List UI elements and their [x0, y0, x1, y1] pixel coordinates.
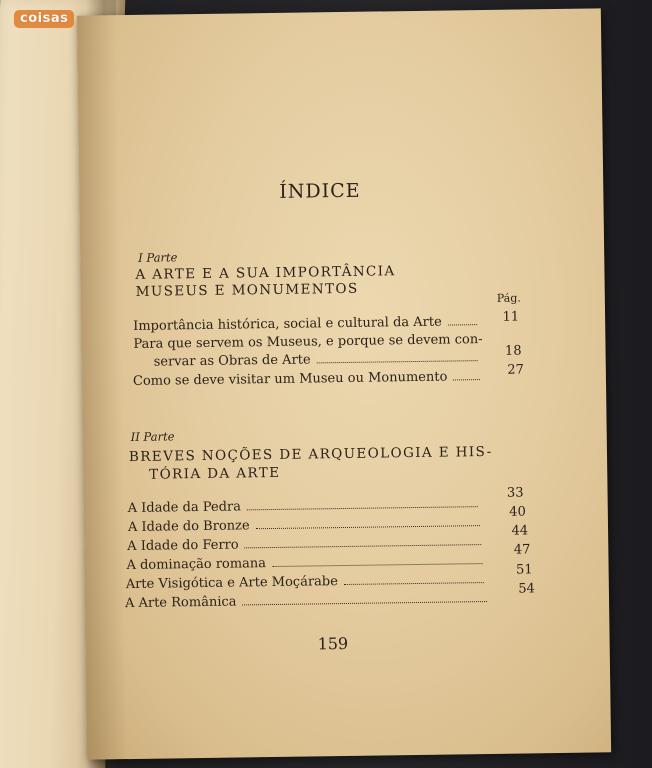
toc-entry-page: 11 — [502, 309, 520, 325]
toc-entry-page: 44 — [511, 523, 529, 539]
toc-entry-page: 27 — [507, 362, 524, 378]
index-title: ÍNDICE — [279, 179, 361, 203]
part1-heading-line2: MUSEUS E MONUMENTOS — [135, 280, 359, 300]
dot-leader — [344, 582, 484, 585]
toc-entry-page: 33 — [506, 485, 524, 501]
toc-entry — [125, 591, 495, 611]
dot-leader — [247, 506, 478, 510]
dot-leader — [245, 544, 482, 548]
toc-entry — [127, 534, 489, 554]
right-page — [77, 8, 611, 759]
toc-entry — [126, 553, 490, 573]
toc-entry-page: 18 — [504, 343, 522, 359]
toc-entry — [154, 350, 486, 370]
part2-heading-line1: BREVES NOÇÕES DE ARQUEOLOGIA E HIS- — [128, 443, 493, 466]
toc-entry-label: Como se deve visitar um Museu ou Monumento — [132, 369, 448, 389]
part1-heading-line1: A ARTE E A SUA IMPORTÂNCIA — [135, 263, 396, 283]
toc-entry — [133, 314, 485, 334]
page-content — [77, 8, 611, 759]
toc-entry-label: A Arte Românica — [124, 594, 237, 612]
toc-entry-page: 54 — [518, 581, 535, 597]
dot-leader — [453, 379, 480, 380]
dot-leader — [243, 601, 488, 605]
toc-entry — [128, 496, 486, 516]
toc-entry-page: 51 — [515, 562, 533, 578]
toc-entry-label: Importância histórica, social e cultural da Arte — [133, 314, 442, 334]
toc-entry-label: A Idade do Ferro — [127, 537, 239, 555]
toc-entry — [128, 515, 488, 535]
part1-label: I Parte — [138, 250, 178, 265]
toc-entry — [126, 572, 492, 592]
toc-entry — [133, 369, 488, 389]
toc-entry-label: servar as Obras de Arte — [153, 352, 311, 370]
dot-leader — [272, 563, 482, 567]
toc-entry-page: 47 — [513, 542, 531, 558]
toc-entry-label: Arte Visigótica e Arte Moçárabe — [125, 574, 338, 593]
toc-entry-label: Para que servem os Museus, e porque se devem con- — [133, 332, 483, 352]
dot-leader — [448, 324, 477, 325]
page-column-header: Pág. — [496, 291, 521, 305]
toc-entry-label: A Idade do Bronze — [127, 518, 250, 536]
part2-heading-line2: TÓRIA DA ARTE — [149, 464, 281, 483]
toc-entry-label: A Idade da Pedra — [127, 499, 242, 517]
toc-entry-page: 40 — [509, 504, 526, 520]
dot-leader — [256, 525, 480, 529]
dot-leader — [317, 360, 478, 363]
toc-entry — [133, 332, 482, 352]
page-number: 159 — [317, 633, 349, 654]
toc-entry-label: A dominação romana — [126, 556, 267, 574]
watermark-logo: coisas — [14, 10, 74, 28]
part2-label: II Parte — [130, 429, 175, 444]
